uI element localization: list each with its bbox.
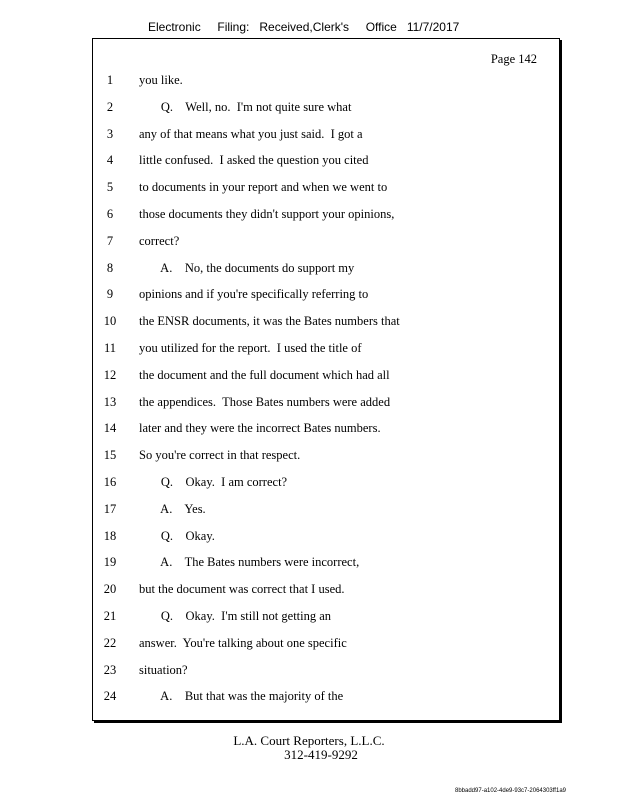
line-number: 24 [103, 689, 117, 704]
transcript-line [93, 395, 559, 413]
transcript-line [93, 100, 559, 118]
transcript-line [93, 689, 559, 707]
transcript-line [93, 368, 559, 386]
line-number: 20 [103, 582, 117, 597]
transcript-line [93, 609, 559, 627]
transcript-line [93, 127, 559, 145]
line-number: 14 [103, 421, 117, 436]
line-number: 1 [106, 73, 114, 87]
court-reporter-phone: 312-419-9292 [284, 747, 358, 762]
line-text: Q. Okay. I am correct? [139, 475, 288, 489]
transcript-line [93, 287, 559, 305]
document-hash: 8bbadd97-a102-4de9-93c7-2064303ff1a9 [455, 788, 566, 794]
transcript-line [93, 261, 559, 279]
line-text: A. No, the documents do support my [139, 260, 355, 275]
transcript-line [93, 529, 559, 547]
line-number: 6 [106, 207, 114, 221]
line-number: 18 [103, 528, 117, 543]
line-text: little confused. I asked the question you cited [139, 153, 369, 168]
line-text: Q. Okay. I'm still not getting an [139, 609, 332, 623]
line-text: the document and the full document which had all [139, 367, 390, 382]
line-number: 21 [103, 609, 117, 623]
line-number: 4 [106, 153, 114, 168]
line-text: situation? [139, 662, 188, 677]
transcript-line [93, 663, 559, 681]
line-text: Q. Okay. [139, 528, 215, 543]
transcript-page [92, 38, 560, 721]
line-text: to documents in your report and when we went to [139, 180, 388, 195]
transcript-line [93, 234, 559, 252]
line-number: 5 [106, 180, 114, 195]
transcript-line [93, 207, 559, 225]
line-text: you like. [139, 73, 183, 87]
transcript-line [93, 180, 559, 198]
line-text: answer. You're talking about one specific [139, 635, 347, 650]
line-number: 16 [103, 475, 117, 489]
transcript-line [93, 555, 559, 573]
line-number: 17 [103, 501, 117, 516]
line-text: later and they were the incorrect Bates numbers. [139, 421, 381, 436]
line-text: correct? [139, 233, 180, 248]
line-text: any of that means what you just said. I got a [139, 126, 363, 141]
line-number: 10 [103, 314, 117, 329]
page-number: Page 142 [490, 52, 537, 66]
line-number: 23 [103, 662, 117, 677]
transcript-line [93, 421, 559, 439]
line-text: those documents they didn't support your opinions, [139, 207, 395, 221]
transcript-line [93, 341, 559, 359]
line-text: A. But that was the majority of the [139, 689, 344, 704]
transcript-line [93, 73, 559, 91]
transcript-line [93, 448, 559, 466]
line-text: you utilized for the report. I used the title of [139, 341, 362, 355]
line-number: 7 [106, 233, 114, 248]
transcript-line [93, 502, 559, 520]
line-text: So you're correct in that respect. [139, 448, 301, 463]
line-number: 15 [103, 448, 117, 463]
transcript-line [93, 314, 559, 332]
line-number: 11 [103, 341, 117, 355]
line-text: but the document was correct that I used. [139, 582, 345, 597]
line-number: 12 [103, 367, 117, 382]
transcript-line [93, 153, 559, 171]
line-text: the appendices. Those Bates numbers were added [139, 394, 391, 409]
line-number: 19 [103, 555, 117, 570]
transcript-line [93, 582, 559, 600]
line-text: Q. Well, no. I'm not quite sure what [139, 99, 352, 114]
transcript-line [93, 475, 559, 493]
line-text: the ENSR documents, it was the Bates numbers that [139, 314, 400, 329]
line-number: 3 [106, 126, 114, 141]
court-reporter-name: L.A. Court Reporters, L.L.C. [233, 733, 385, 748]
line-number: 13 [103, 394, 117, 409]
line-number: 9 [106, 287, 114, 302]
line-number: 8 [106, 260, 114, 275]
transcript-line [93, 636, 559, 654]
line-text: A. Yes. [139, 501, 206, 516]
line-text: A. The Bates numbers were incorrect, [139, 555, 360, 570]
filing-stamp: Electronic Filing: Received,Clerk's Office 11/7/2017 [148, 20, 460, 34]
line-number: 2 [106, 99, 114, 114]
line-text: opinions and if you're specifically referring to [139, 287, 369, 302]
line-number: 22 [103, 635, 117, 650]
